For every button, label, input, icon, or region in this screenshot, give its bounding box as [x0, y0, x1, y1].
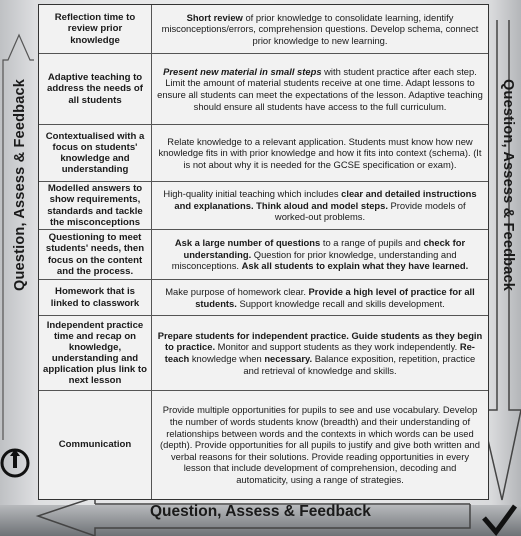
- table-row: [39, 315, 488, 390]
- description-text: clear and detailed instructions and explanations. Think aloud and model steps.: [174, 188, 477, 211]
- check-mark-icon: [484, 506, 515, 532]
- description-text: Monitor and support students as they work independently.: [215, 341, 460, 353]
- description-text: Balance exposition, repetition, practice and retrieval of knowledge and skills.: [243, 353, 476, 376]
- table-row: [39, 5, 488, 53]
- row-description: [152, 125, 488, 181]
- description-text: Support knowledge recall and skills development.: [236, 297, 445, 309]
- row-heading: Homework that is linked to classwork: [39, 280, 152, 315]
- description-text: Short review: [186, 11, 243, 23]
- description-text: Re-teach: [164, 341, 475, 364]
- row-heading: Modelled answers to show requirements, standards and tackle the misconceptions: [39, 182, 152, 229]
- table-row: [39, 181, 488, 229]
- table-row: [39, 229, 488, 279]
- row-heading: Reflection time to review prior knowledge: [39, 5, 152, 53]
- row-description: [152, 182, 488, 229]
- refresh-arrow-icon: [0, 446, 32, 480]
- row-description: [152, 230, 488, 279]
- description-text: Present new material in small steps: [163, 65, 322, 77]
- row-heading: Questioning to meet students' needs, then focus on the content and the process.: [39, 230, 152, 279]
- left-side-label: Question, Assess & Feedback: [12, 79, 28, 291]
- description-text: Provide a high level of practice for all students.: [195, 285, 475, 309]
- description-text: High-quality initial teaching which includes: [163, 188, 342, 200]
- teaching-framework-table: [38, 4, 489, 500]
- bottom-arrow-head-icon: [38, 497, 95, 536]
- row-description: [152, 5, 488, 53]
- row-description: [152, 391, 488, 499]
- description-text: Relate knowledge to a relevant application. Students must know how new knowledge fits in with prior knowledge and how it fits into context (schema). (It is not about why it is needed for the GCSE specification or exam).: [158, 135, 482, 170]
- row-description: [152, 280, 488, 315]
- row-description: [152, 316, 488, 390]
- description-text: knowledge when: [189, 353, 265, 364]
- description-text: Provide multiple opportunities for pupils to see and use vocabulary. Develop the number of words students know (breadth) and their understanding of relationships between words and the contexts in which words can be used (depth). Provide opportunities for all pupils to justify and give both written and verbal reasons for their solutions. Provide reading opportunities in every lesson that include development of comprehension, decoding and automaticity, using a range of strategies.: [160, 404, 480, 485]
- description-text: Provide models of worked-out problems.: [274, 199, 466, 223]
- description-text: Prepare students for independent practice. Guide students as they begin to practice.: [157, 329, 483, 353]
- row-heading: Contextualised with a focus on students' knowledge and understanding: [39, 125, 152, 181]
- row-heading: Independent practice time and recap on knowledge, understanding and application plus link to next lesson: [39, 316, 152, 390]
- row-heading: Communication: [39, 391, 152, 499]
- table-row: [39, 53, 488, 124]
- description-text: Question for prior knowledge, understanding and misconceptions.: [171, 248, 457, 272]
- description-text: with student practice after each step. Limit the amount of material students receive at one time. Adapt lessons to ensure all students can meet the expectations of the lesson. Adaptive teaching should ensure all students have access to the full curriculum.: [157, 65, 483, 112]
- description-text: Make purpose of homework clear.: [165, 285, 309, 297]
- table-row: [39, 124, 488, 181]
- description-text: necessary.: [264, 353, 313, 364]
- description-text: check for understanding.: [183, 237, 466, 260]
- bottom-label: Question, Assess & Feedback: [150, 503, 371, 520]
- row-description: [152, 54, 488, 124]
- table-row: [39, 279, 488, 315]
- description-text: to a range of pupils and: [320, 237, 424, 249]
- table-row: [39, 390, 488, 499]
- row-heading: Adaptive teaching to address the needs of all students: [39, 54, 152, 124]
- description-text: of prior knowledge to consolidate learning, identify misconceptions/errors, comprehension questions. Develop schema, connect prior knowledge to new learning.: [161, 11, 479, 46]
- right-side-label: Question, Assess & Feedback: [500, 79, 516, 291]
- description-text: Ask all students to explain what they have learned.: [241, 260, 469, 272]
- description-text: Ask a large number of questions: [174, 237, 321, 249]
